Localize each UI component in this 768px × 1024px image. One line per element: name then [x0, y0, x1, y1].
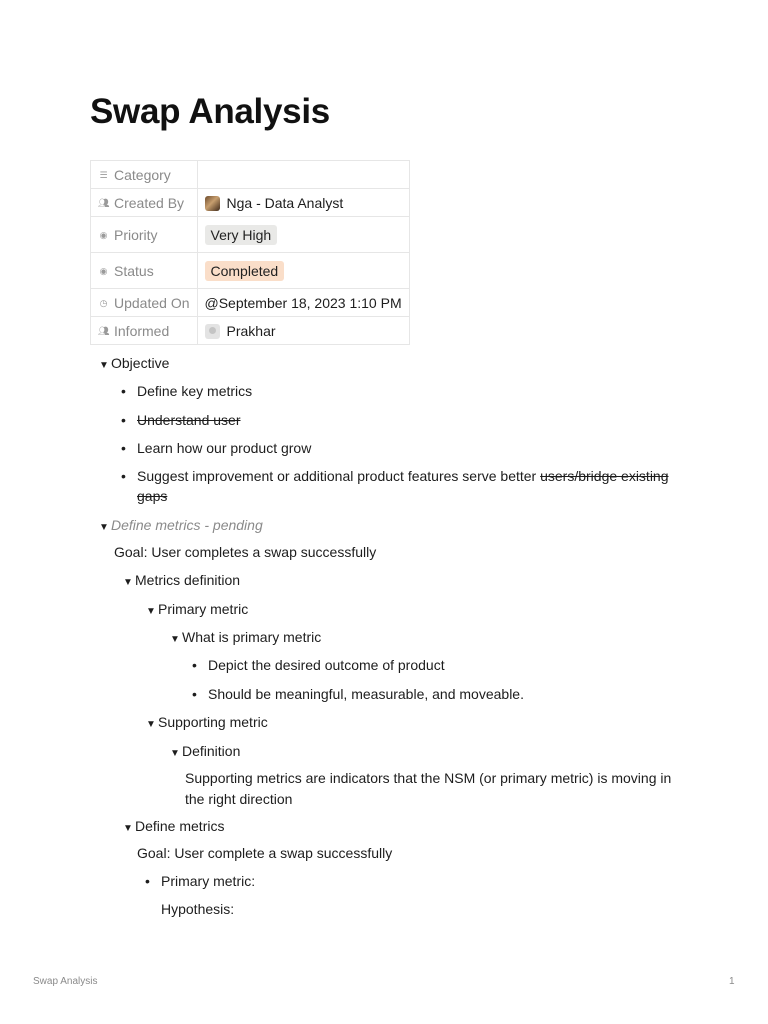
- list-item: Understand user: [137, 412, 241, 428]
- created-by-value: Nga - Data Analyst: [226, 194, 344, 211]
- bullet-icon: •: [192, 686, 197, 702]
- property-label: Status: [114, 262, 154, 279]
- toggle-define-metrics[interactable]: [123, 816, 224, 839]
- property-row-informed: [91, 317, 410, 345]
- property-row-status: [91, 253, 410, 289]
- toggle-metrics-definition[interactable]: [123, 570, 240, 593]
- list-item: Depict the desired outcome of product: [208, 657, 445, 673]
- hypothesis-text: Hypothesis:: [161, 901, 235, 917]
- property-row-updated-on: [91, 289, 410, 317]
- toggle-label: What is primary metric: [182, 629, 322, 645]
- property-row-category: [91, 161, 410, 189]
- toggle-label: Primary metric: [158, 601, 249, 617]
- toggle-triangle-icon[interactable]: ▼: [146, 606, 156, 617]
- footer-doc-title: Swap Analysis: [33, 976, 98, 987]
- toggle-what-is-primary-metric[interactable]: [170, 627, 321, 650]
- page-title: Swap Analysis: [90, 92, 330, 131]
- list-item: Learn how our product grow: [137, 440, 312, 456]
- toggle-label: Objective: [111, 355, 170, 371]
- toggle-supporting-metric[interactable]: [146, 712, 268, 735]
- property-label: Category: [114, 166, 171, 183]
- list-item: Suggest improvement or additional product features serve better users/bridge existing gaps: [137, 468, 669, 504]
- toggle-label: Definition: [182, 743, 241, 759]
- bullet-icon: •: [121, 412, 126, 428]
- property-label: Updated On: [114, 294, 190, 311]
- definition-text: Supporting metrics are indicators that the NSM (or primary metric) is moving in the right direction: [185, 770, 672, 807]
- bullet-icon: •: [192, 657, 197, 673]
- toggle-objective[interactable]: [99, 353, 169, 376]
- property-row-priority: [91, 217, 410, 253]
- list-item: Define key metrics: [137, 383, 253, 399]
- status-badge[interactable]: Completed: [205, 261, 285, 281]
- toggle-label: Supporting metric: [158, 714, 268, 730]
- select-icon: ◉: [99, 230, 108, 241]
- toggle-triangle-icon[interactable]: ▼: [99, 522, 109, 533]
- property-label: Created By: [114, 194, 185, 211]
- page-number: 1: [729, 976, 735, 987]
- toggle-definition[interactable]: [170, 741, 240, 764]
- goal-text: Goal: User complete a swap successfully: [137, 845, 393, 861]
- property-label: Informed: [114, 322, 170, 339]
- toggle-primary-metric[interactable]: [146, 599, 248, 622]
- toggle-triangle-icon[interactable]: ▼: [170, 748, 180, 759]
- toggle-define-metrics-pending[interactable]: [99, 515, 263, 538]
- bullet-icon: •: [121, 383, 126, 399]
- bullet-icon: •: [121, 440, 126, 456]
- avatar: [205, 324, 220, 339]
- priority-badge[interactable]: Very High: [205, 225, 278, 245]
- toggle-label: Define metrics - pending: [111, 517, 263, 533]
- avatar: [205, 196, 220, 211]
- property-row-created-by: [91, 189, 410, 217]
- toggle-triangle-icon[interactable]: ▼: [123, 577, 133, 588]
- list-item: Primary metric:: [161, 873, 256, 889]
- clock-icon: ◷: [99, 298, 108, 309]
- toggle-triangle-icon[interactable]: ▼: [170, 634, 180, 645]
- updated-on-value[interactable]: @September 18, 2023 1:10 PM: [197, 289, 409, 317]
- bullet-icon: •: [121, 468, 126, 484]
- people-icon: 👥︎: [98, 198, 110, 209]
- toggle-triangle-icon[interactable]: ▼: [146, 719, 156, 730]
- toggle-label: Metrics definition: [135, 572, 241, 588]
- list-icon: ☰: [99, 170, 108, 181]
- informed-value: Prakhar: [226, 322, 276, 339]
- people-icon: 👥︎: [98, 326, 110, 337]
- toggle-triangle-icon[interactable]: ▼: [123, 823, 133, 834]
- bullet-icon: •: [145, 873, 150, 889]
- select-icon: ◉: [99, 266, 108, 277]
- property-label: Priority: [114, 226, 158, 243]
- goal-text: Goal: User completes a swap successfully: [114, 544, 377, 560]
- category-value[interactable]: [197, 161, 409, 189]
- toggle-triangle-icon[interactable]: ▼: [99, 360, 109, 371]
- toggle-label: Define metrics: [135, 818, 225, 834]
- properties-table: [90, 160, 410, 345]
- list-item: Should be meaningful, measurable, and moveable.: [208, 686, 524, 702]
